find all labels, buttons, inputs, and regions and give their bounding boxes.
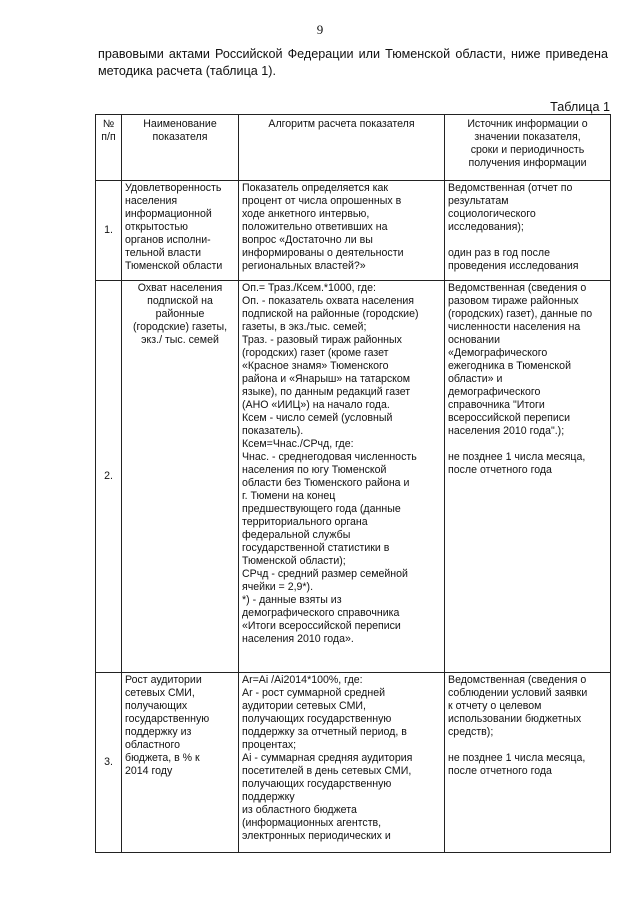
page-number: 9 — [316, 22, 324, 37]
table-row — [96, 281, 611, 673]
row-1-algorithm: Показатель определяется как процент от числа опрошенных в ходе анкетного интервью, положительно ответивших на вопрос «Достаточно ли вы информированы о деятельности региональных властей?» — [239, 181, 445, 281]
table-caption: Таблица 1 — [550, 100, 610, 114]
header-source: Источник информации о значении показателя, сроки и периодичность получения информации — [445, 115, 611, 181]
row-3-name: Рост аудитории сетевых СМИ, получающих государственную поддержку из областного бюджета, в % к 2014 году — [122, 673, 239, 853]
table-row — [96, 673, 611, 853]
row-1-name: Удовлетворенность населения информационной открытостью органов исполни- тельной власти Тюменской области — [122, 181, 239, 281]
table-header-row — [96, 115, 611, 181]
header-algorithm: Алгоритм расчета показателя — [239, 115, 445, 181]
header-num: № п/п — [96, 115, 122, 181]
row-3-source: Ведомственная (сведения о соблюдении условий заявки к отчету о целевом использовании бюджетных средств); не позднее 1 числа месяца, после отчетного года — [445, 673, 611, 853]
row-3-num: 3. — [96, 673, 122, 853]
row-2-name: Охват населения подпиской на районные (городские) газеты, экз./ тыс. семей — [122, 281, 239, 673]
header-name: Наименование показателя — [122, 115, 239, 181]
intro-paragraph: правовыми актами Российской Федерации или Тюменской области, ниже приведена методика расчета (таблица 1). — [98, 47, 608, 78]
row-2-num: 2. — [96, 281, 122, 673]
table-row — [96, 181, 611, 281]
row-3-algorithm: Ar=Ai /Ai2014*100%, где: Ar - рост суммарной средней аудитории сетевых СМИ, получающих государственную поддержку за отчетный период, в процентах; Ai - суммарная средняя аудитория посетителей в день сетевых СМИ, получающих государственную поддержку из областного бюджета (информационных агентств, электронных периодических и — [239, 673, 445, 853]
methodology-table — [95, 114, 611, 853]
row-2-algorithm: Оп.= Траз./Ксем.*1000, где: Оп. - показатель охвата населения подпиской на районные (городские) газеты, в экз./тыс. семей; Траз. - разовый тираж районных (городских) газет (кроме газет «Красное знамя» Тюменского района и «Янарыш» на татарском языке), по данным редакций газет (АНО «ИИЦ») на начало года. Ксем - число семей (условный показатель). Ксем=Чнас./СРчд, где: Чнас. - среднегодовая численность населения по югу Тюменской области без Тюменского района и г. Тюмени на конец предшествующего года (данные территориального органа федеральной службы государственной статистики в Тюменской области); СРчд - средний размер семейной ячейки = 2,9*). *) - данные взяты из демографического справочника «Итоги всероссийской переписи населения 2010 года». — [239, 281, 445, 673]
row-2-source: Ведомственная (сведения о разовом тираже районных (городских) газет), данные по численности населения на основании «Демографического ежегодника в Тюменской области» и демографического справочника "Итоги всероссийской переписи населения 2010 года".); не позднее 1 числа месяца, после отчетного года — [445, 281, 611, 673]
row-1-source: Ведомственная (отчет по результатам социологического исследования); один раз в год после проведения исследования — [445, 181, 611, 281]
row-1-num: 1. — [96, 181, 122, 281]
